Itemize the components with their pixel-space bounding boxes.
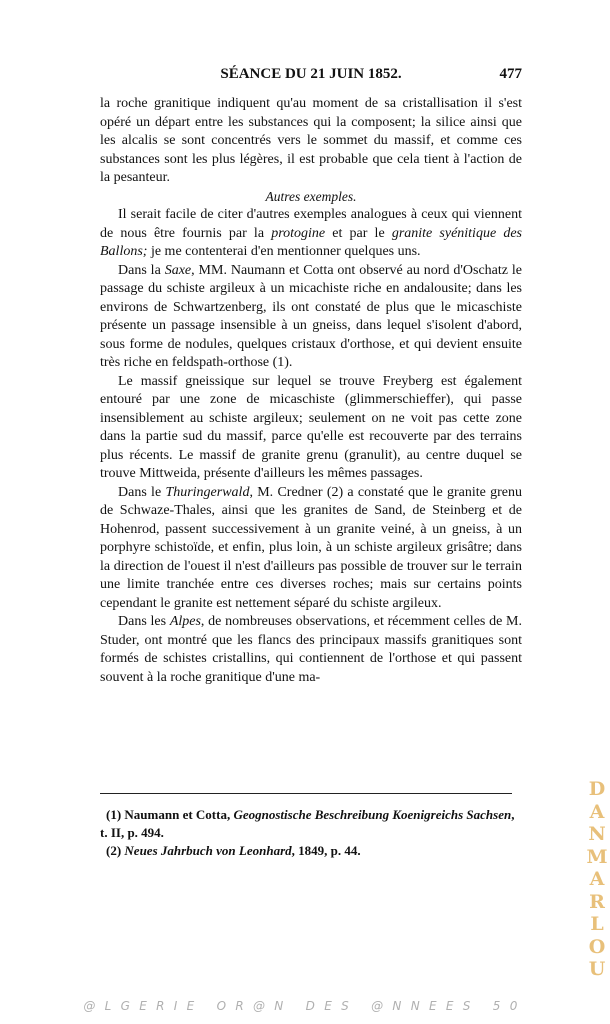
footnotes bbox=[100, 806, 522, 860]
footnote-divider bbox=[100, 793, 512, 794]
section-subheading: Autres exemples. bbox=[265, 188, 357, 204]
paragraph-continuation: la roche granitique indiquent qu'au moment de sa cristallisation il s'est opéré un départ entre les substances qui la composent; la silice ainsi que les alcalis se sont concentrés vers le sommet du massif, et comme ces substances sont les plus légères, il est probable que cela tient à l'action de la pesanteur. bbox=[100, 96, 522, 185]
vertical-watermark: D A N M A R L O U bbox=[586, 778, 608, 980]
header-title: SÉANCE DU 21 JUIN 1852. bbox=[220, 66, 402, 82]
paragraph-other-examples: Il serait facile de citer d'autres exemples analogues à ceux qui viennent de nous être fournis par la protogine et par le granite syénitique des Ballons; je me contenterai d'en mentionner quelques uns. bbox=[100, 207, 522, 259]
body-text bbox=[100, 95, 522, 687]
paragraph-alpes: Dans les Alpes, de nombreuses observations, et récemment celles de M. Studer, ont montré que les flancs des principaux massifs granitiques sont formés de schistes cristallins, qui contiennent de l'orthose et qui passent souvent à la roche granitique d'une ma- bbox=[100, 614, 522, 685]
paragraph-saxe: Dans la Saxe, MM. Naumann et Cotta ont observé au nord d'Oschatz le passage du schiste argileux à un micachiste riche en andalousite; dans les environs de Schwartzenberg, ils ont constaté de plus que le micaschiste présente un passage insensible à un gneiss, dans lequel s'isolent d'abord, sous forme de nodules, quelques cristaux d'orthose, et qui devient ensuite très riche en feldspath-orthose (1). bbox=[100, 262, 522, 370]
paragraph-freyberg: Le massif gneissique sur lequel se trouve Freyberg est également entouré par une zone de micaschiste (glimmerschieffer), qui passe insensiblement au schiste argileux; seulement on ne voit pas cette zone dans la partie sud du massif, parce qu'elle est recouverte par des terrains plus récents. Le massif de granite grenu (granulit), au centre duquel se trouve Mittweida, présente d'ailleurs les mêmes passages. bbox=[100, 373, 522, 481]
footnote-1: (1) Naumann et Cotta, Geognostische Beschreibung Koenigreichs Sachsen, t. II, p. 494. bbox=[100, 807, 515, 840]
footnote-2: (2) Neues Jahrbuch von Leonhard, 1849, p. 44. bbox=[106, 843, 361, 858]
page-number: 477 bbox=[499, 66, 522, 82]
running-header bbox=[100, 66, 522, 88]
paragraph-thuringerwald: Dans le Thuringerwald, M. Credner (2) a constaté que le granite grenu de Schwaze-Thales, ainsi que les granites de Sand, de Steinberg et de Hohenrod, passent successivement à un granite veiné, à un gneiss, à un porphyre schistoïde, et enfin, plus loin, à un schiste argileux grisâtre; dans la direction de l'ouest il n'est d'ailleurs pas possible de trouver sur le terrain une limite tranchée entre ces diverses roches; mais sur certains points cependant le granite est nettement séparé du schiste argileux. bbox=[100, 484, 522, 611]
footer-watermark: @LGERIE OR@N DES @NNEES 50 bbox=[83, 999, 527, 1013]
